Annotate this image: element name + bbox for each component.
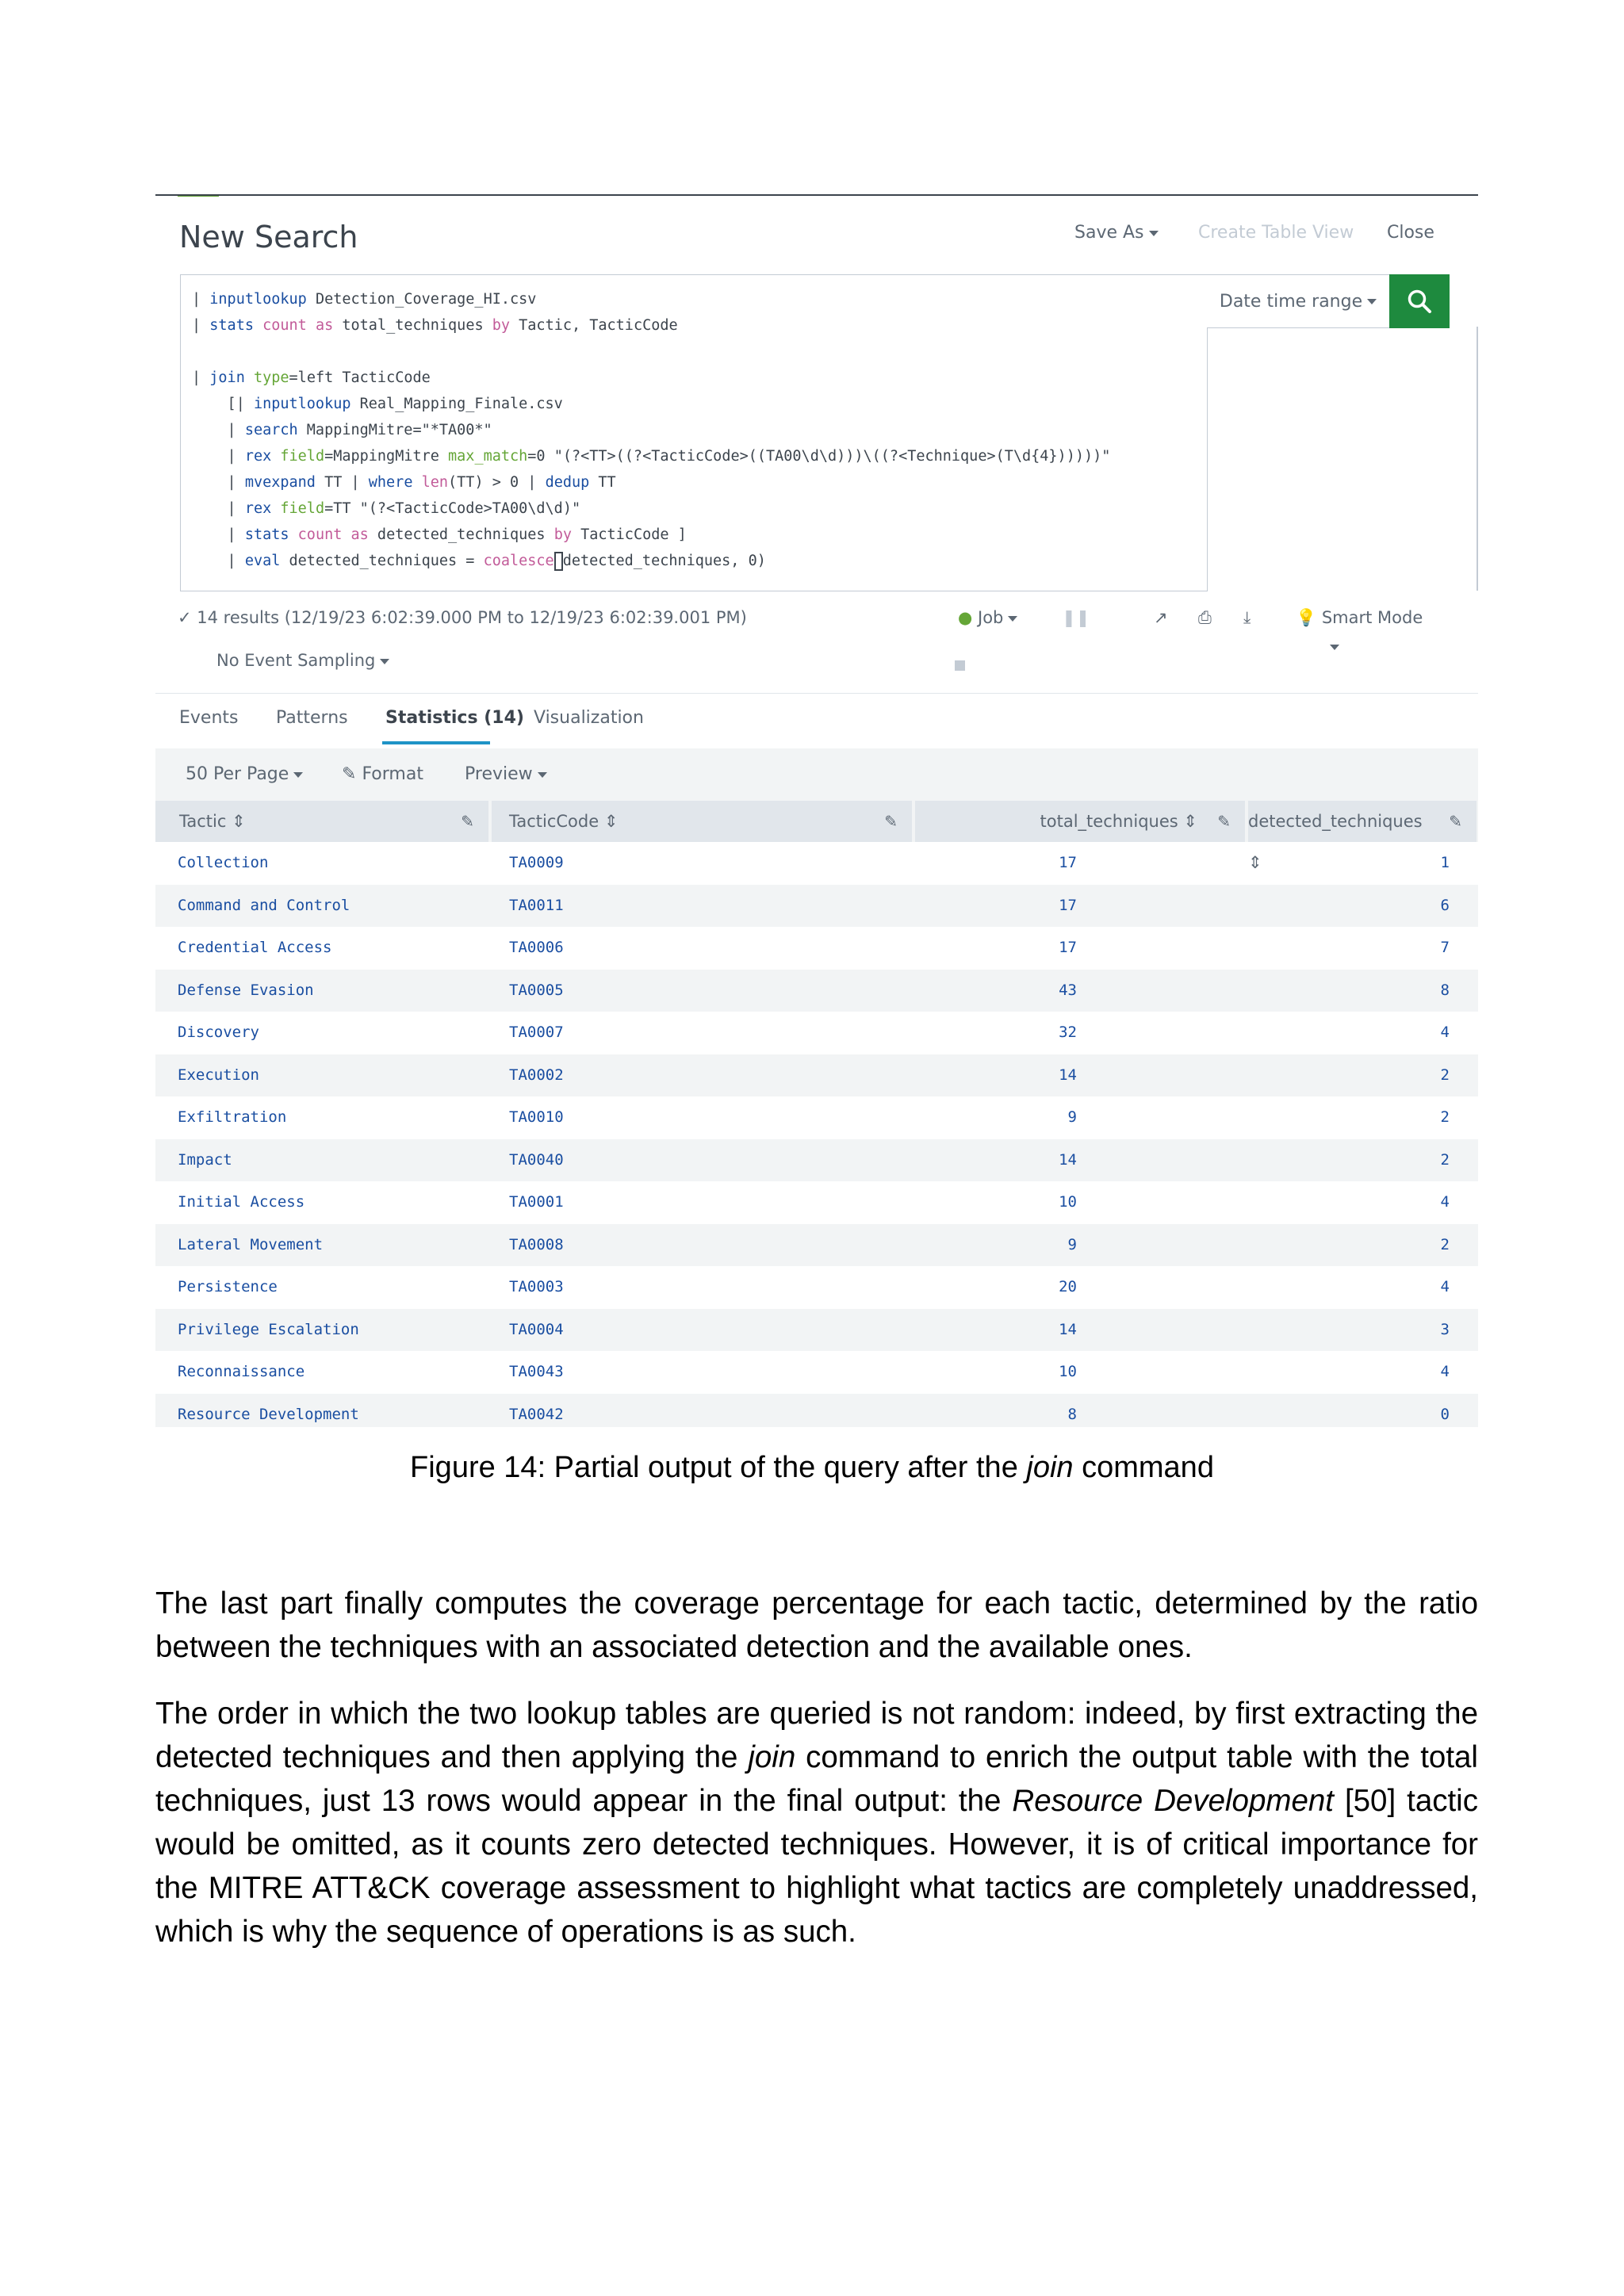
cell-total-techniques[interactable]: 43: [1059, 981, 1077, 999]
column-header-label: TacticCode: [509, 812, 599, 831]
chevron-down-icon: [1367, 299, 1377, 304]
search-app-screenshot: [155, 194, 1478, 1427]
paragraph-2: [155, 1692, 1478, 1954]
cell-total-techniques[interactable]: 14: [1059, 1150, 1077, 1169]
cell-tactic[interactable]: Discovery: [178, 1024, 259, 1041]
table-row[interactable]: [155, 1224, 1478, 1267]
date-range-label: Date time range: [1219, 291, 1363, 312]
table-row[interactable]: [155, 970, 1478, 1012]
table-row[interactable]: [155, 1351, 1478, 1394]
query-line: | rex field=MappingMitre max_match=0 "(?<TT>((?<TacticCode>((TA00\d\d)))\((?<Technique>(T\d{4})))))": [192, 448, 1111, 465]
cell-total-techniques[interactable]: 9: [1067, 1108, 1077, 1126]
cell-tactic[interactable]: Persistence: [178, 1278, 278, 1295]
print-icon[interactable]: ⎙: [1198, 608, 1212, 627]
cell-tactic[interactable]: Resource Development: [178, 1405, 359, 1423]
caption-emphasis: join: [1026, 1451, 1074, 1484]
cell-tactic[interactable]: Collection: [178, 854, 269, 871]
chevron-down-icon: [1008, 616, 1017, 622]
format-label: Format: [362, 764, 423, 784]
tab-visualization[interactable]: Visualization: [534, 708, 644, 728]
cell-detected-techniques[interactable]: 4: [1440, 1363, 1450, 1380]
pencil-icon[interactable]: ✎: [461, 812, 474, 831]
cell-tactic-code[interactable]: TA0011: [509, 896, 564, 914]
sort-icon: ⇕: [1248, 853, 1262, 872]
results-toolbar: [155, 748, 1478, 801]
results-summary: ✓ 14 results (12/19/23 6:02:39.000 PM to 12/19/23 6:02:39.001 PM): [178, 608, 747, 627]
preview-menu[interactable]: [465, 764, 547, 784]
column-header-tactic[interactable]: [155, 801, 488, 842]
export-icon[interactable]: ⤓: [1243, 608, 1251, 627]
search-mode-menu[interactable]: [1296, 608, 1423, 628]
paragraph-text: The order in which the two lookup tables are queried is not random: indeed, by first extracting the detected techniques and then applying the: [155, 1697, 1478, 1774]
job-status-icon: ●: [958, 608, 973, 627]
cell-detected-techniques[interactable]: 1: [1440, 854, 1450, 871]
cell-tactic-code[interactable]: TA0040: [509, 1150, 564, 1169]
cell-tactic-code[interactable]: TA0007: [509, 1024, 564, 1041]
per-page-label: 50 Per Page: [186, 764, 289, 784]
cell-total-techniques[interactable]: 32: [1059, 1024, 1077, 1041]
pencil-icon[interactable]: ✎: [1217, 812, 1231, 831]
figure-caption: [0, 1451, 1624, 1485]
cell-total-techniques[interactable]: 17: [1059, 896, 1077, 914]
cell-total-techniques[interactable]: 8: [1067, 1405, 1077, 1423]
cell-detected-techniques[interactable]: 2: [1440, 1150, 1450, 1169]
page-title: New Search: [179, 220, 358, 254]
cell-tactic-code[interactable]: TA0005: [509, 981, 564, 999]
cell-detected-techniques[interactable]: 4: [1440, 1193, 1450, 1211]
cell-tactic-code[interactable]: TA0008: [509, 1235, 564, 1253]
query-line: | search MappingMitre="*TA00*": [192, 422, 492, 438]
create-table-view-link[interactable]: Create Table View: [1198, 223, 1354, 243]
active-tab-indicator: [382, 741, 490, 744]
table-row[interactable]: [155, 885, 1478, 928]
query-line: | stats count as detected_techniques by TacticCode ]: [192, 526, 687, 543]
cell-total-techniques[interactable]: 17: [1059, 854, 1077, 871]
table-row[interactable]: [155, 1266, 1478, 1309]
cell-tactic-code[interactable]: TA0009: [509, 854, 564, 871]
job-menu[interactable]: [958, 608, 1017, 627]
paragraph-text: [50] tactic would be omitted, as it counts zero detected techniques. However, it is of critical importance for the MITRE ATT&CK coverage assessment to highlight what tactics are completely unaddressed, which is why the sequence of operations is as such.: [155, 1784, 1478, 1949]
cell-total-techniques[interactable]: 10: [1059, 1363, 1077, 1380]
cell-detected-techniques[interactable]: 7: [1440, 939, 1450, 956]
cell-tactic[interactable]: Lateral Movement: [178, 1235, 324, 1253]
cell-tactic[interactable]: Exfiltration: [178, 1108, 287, 1126]
cell-detected-techniques[interactable]: 2: [1440, 1235, 1450, 1253]
event-sampling-label: No Event Sampling: [216, 651, 376, 670]
tab-statistics[interactable]: Statistics (14): [385, 708, 524, 728]
cell-tactic-code[interactable]: TA0003: [509, 1278, 564, 1295]
cell-tactic[interactable]: Execution: [178, 1066, 259, 1084]
column-header-tacticcode[interactable]: [492, 801, 912, 842]
cell-tactic[interactable]: Privilege Escalation: [178, 1320, 359, 1338]
cell-total-techniques[interactable]: 10: [1059, 1193, 1077, 1211]
pencil-icon[interactable]: ✎: [1449, 812, 1462, 831]
paragraph-text: command to enrich the output table with the total techniques, just 13 rows would appear in the final output: the: [155, 1740, 1478, 1818]
cell-tactic-code[interactable]: TA0006: [509, 939, 564, 956]
sort-icon: ⇕: [232, 812, 246, 831]
cell-total-techniques[interactable]: 14: [1059, 1066, 1077, 1084]
cell-total-techniques[interactable]: 20: [1059, 1278, 1077, 1295]
cell-detected-techniques[interactable]: 2: [1440, 1066, 1450, 1084]
table-row[interactable]: [155, 1394, 1478, 1428]
text-cursor: [554, 552, 563, 571]
chevron-down-icon: [1149, 231, 1159, 236]
cell-tactic-code[interactable]: TA0010: [509, 1108, 564, 1126]
search-query-editor[interactable]: [180, 274, 1208, 591]
caption-text: Figure 14: Partial output of the query after the: [410, 1451, 1027, 1484]
paragraph-1: The last part finally computes the coverage percentage for each tactic, determined by the ratio between the techniques with an associated detection and the available ones.: [155, 1586, 1478, 1664]
search-icon: [1406, 288, 1433, 315]
cell-tactic-code[interactable]: TA0002: [509, 1066, 564, 1084]
sort-icon: ⇕: [1183, 812, 1197, 831]
query-line: | join type=left TacticCode: [192, 369, 431, 386]
results-table-body: [155, 842, 1478, 1427]
pencil-icon[interactable]: ✎: [884, 812, 898, 831]
cell-detected-techniques[interactable]: 0: [1440, 1405, 1450, 1423]
chevron-down-icon: [293, 772, 303, 778]
chevron-down-icon[interactable]: [1330, 645, 1339, 650]
column-header-detected-techniques[interactable]: [1248, 801, 1477, 872]
event-sampling-menu[interactable]: [216, 651, 389, 670]
cell-detected-techniques[interactable]: 2: [1440, 1108, 1450, 1126]
stop-icon[interactable]: [955, 660, 965, 671]
table-row[interactable]: [155, 927, 1478, 970]
cell-detected-techniques[interactable]: 4: [1440, 1024, 1450, 1041]
cell-detected-techniques[interactable]: 4: [1440, 1278, 1450, 1295]
cell-detected-techniques[interactable]: 8: [1440, 981, 1450, 999]
table-row[interactable]: [155, 1309, 1478, 1352]
tab-events[interactable]: Events: [179, 708, 239, 728]
column-header-total-techniques[interactable]: [915, 801, 1245, 842]
query-line: | eval detected_techniques = coalesce detected_techniques, 0): [192, 553, 766, 569]
editor-side-panel: [1207, 327, 1478, 591]
cell-total-techniques[interactable]: 14: [1059, 1320, 1077, 1338]
sort-icon: ⇕: [603, 812, 619, 831]
search-button[interactable]: [1389, 274, 1450, 328]
cell-tactic[interactable]: Credential Access: [178, 939, 332, 956]
cell-tactic[interactable]: Impact: [178, 1150, 232, 1169]
table-row[interactable]: [155, 842, 1478, 885]
paragraph-emphasis: Resource Development: [1012, 1784, 1334, 1818]
format-menu[interactable]: [342, 764, 423, 784]
tab-patterns[interactable]: Patterns: [276, 708, 348, 728]
query-line: | mvexpand TT | where len(TT) > 0 | dedup TT: [192, 474, 616, 491]
cell-tactic-code[interactable]: TA0004: [509, 1320, 564, 1338]
per-page-menu[interactable]: [186, 764, 303, 784]
chevron-down-icon: [380, 659, 389, 664]
share-icon[interactable]: ↗: [1154, 608, 1168, 627]
results-tabs: [155, 693, 1478, 749]
cell-tactic[interactable]: Command and Control: [178, 896, 350, 914]
query-line: | rex field=TT "(?<TacticCode>TA00\d\d)": [192, 500, 581, 517]
paragraph-emphasis: join: [748, 1740, 796, 1774]
cell-tactic[interactable]: Defense Evasion: [178, 981, 314, 999]
query-line: | stats count as total_techniques by Tactic, TacticCode: [192, 317, 678, 334]
save-as-menu[interactable]: [1074, 223, 1159, 243]
pencil-icon: ✎: [342, 764, 357, 784]
column-header-label: detected_techniques: [1248, 812, 1423, 831]
table-row[interactable]: [155, 1054, 1478, 1097]
table-row[interactable]: [155, 1181, 1478, 1224]
search-mode-label: Smart Mode: [1321, 608, 1423, 627]
column-header-label: total_techniques: [1040, 812, 1178, 831]
table-row[interactable]: [155, 1096, 1478, 1139]
save-as-label: Save As: [1074, 223, 1144, 243]
cell-tactic[interactable]: Initial Access: [178, 1193, 305, 1211]
table-row[interactable]: [155, 1139, 1478, 1182]
cell-total-techniques[interactable]: 17: [1059, 939, 1077, 956]
cell-tactic-code[interactable]: TA0042: [509, 1405, 564, 1423]
caption-text-end: command: [1073, 1451, 1214, 1484]
cell-detected-techniques[interactable]: 3: [1440, 1320, 1450, 1338]
query-line: [| inputlookup Real_Mapping_Finale.csv: [192, 396, 563, 412]
cell-tactic-code[interactable]: TA0043: [509, 1363, 564, 1380]
query-line: | inputlookup Detection_Coverage_HI.csv: [192, 291, 537, 308]
date-time-range-picker[interactable]: [1207, 274, 1390, 328]
close-link[interactable]: Close: [1387, 223, 1434, 243]
preview-label: Preview: [465, 764, 533, 784]
job-label: Job: [978, 608, 1004, 627]
lightbulb-icon: 💡: [1296, 608, 1317, 627]
table-row[interactable]: [155, 1012, 1478, 1054]
chevron-down-icon: [538, 772, 547, 778]
cell-detected-techniques[interactable]: 6: [1440, 896, 1450, 914]
cell-tactic[interactable]: Reconnaissance: [178, 1363, 305, 1380]
cell-total-techniques[interactable]: 9: [1067, 1235, 1077, 1253]
cell-tactic-code[interactable]: TA0001: [509, 1193, 564, 1211]
accent-bar: [178, 194, 219, 197]
column-header-label: Tactic: [179, 812, 227, 831]
pause-icon[interactable]: ❚❚: [1062, 608, 1090, 627]
